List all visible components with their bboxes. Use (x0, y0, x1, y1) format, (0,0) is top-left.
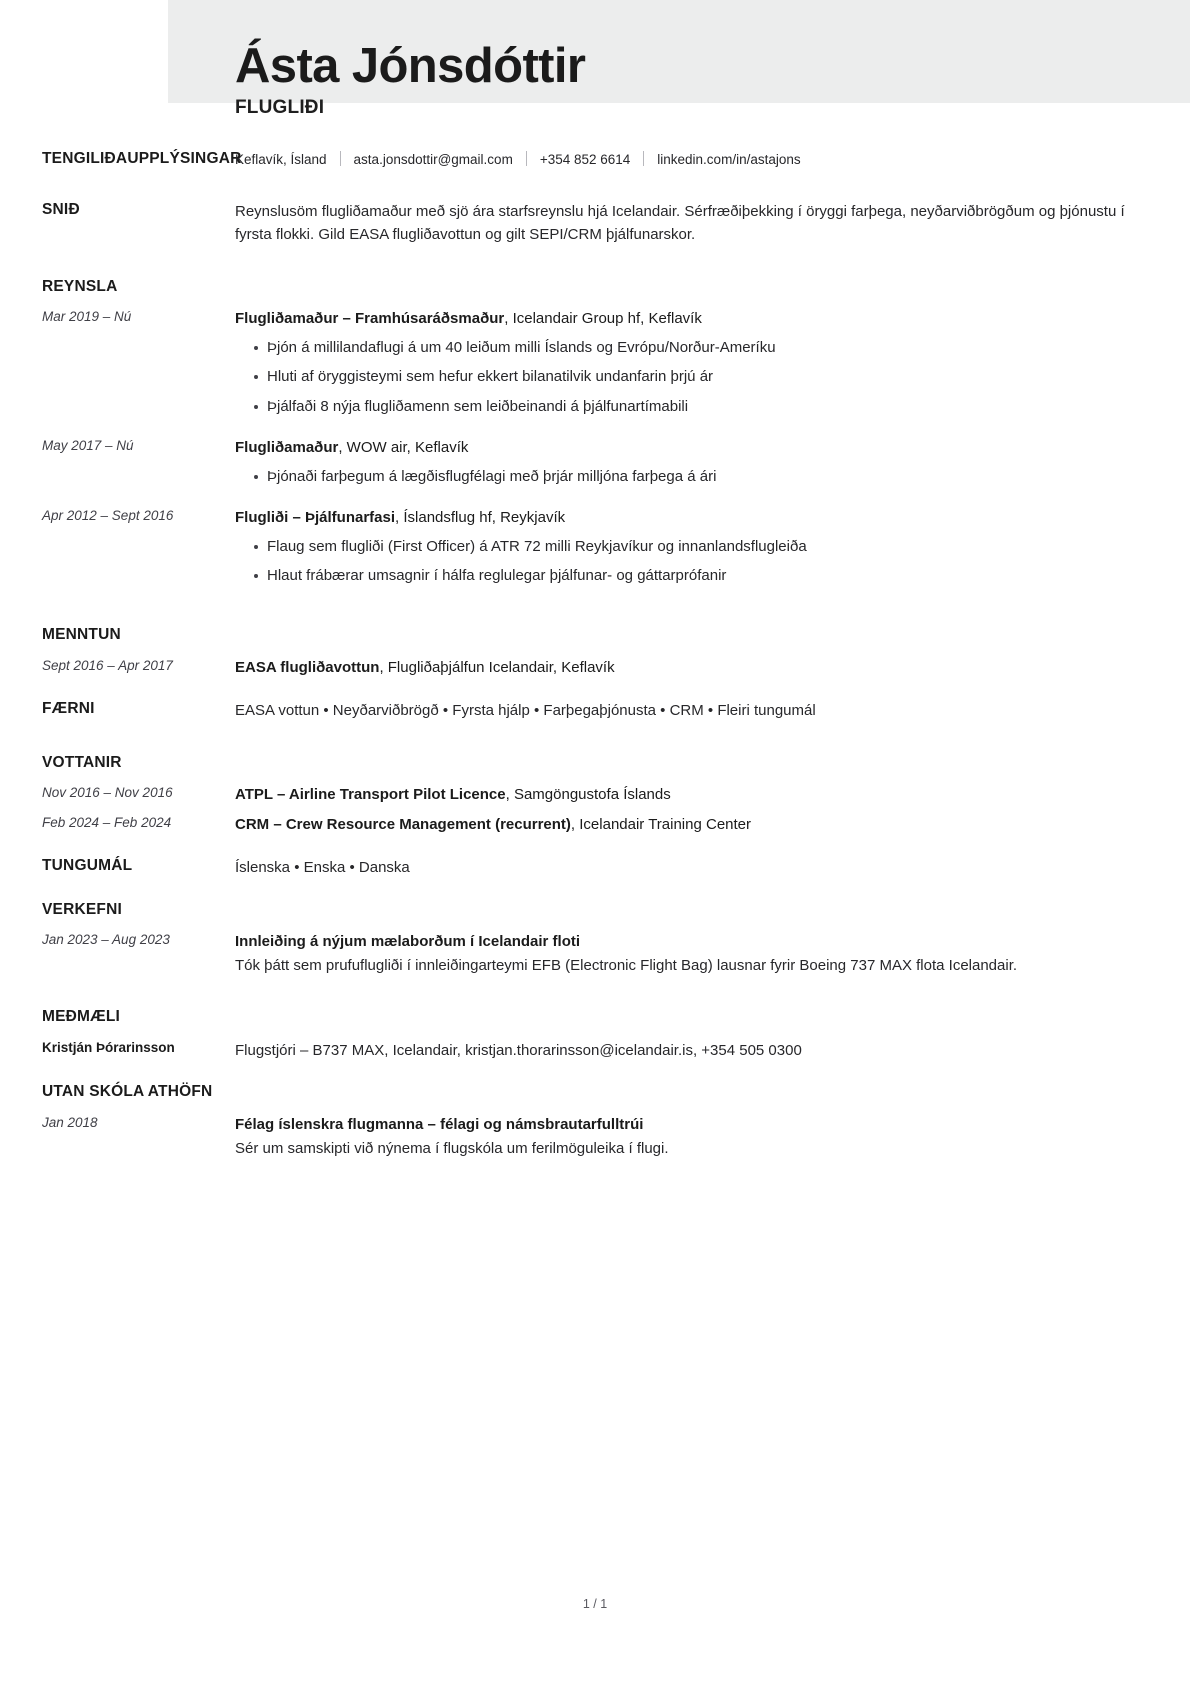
project-date: Jan 2023 – Aug 2023 (42, 932, 170, 948)
section-experience-label-col (42, 277, 235, 297)
spacer (42, 919, 1148, 931)
section-skills (42, 699, 1148, 722)
certificate-title-line (235, 784, 1148, 807)
experience-bullet-list (235, 337, 1148, 419)
list-item: Flaug sem flugliði (First Officer) á ATR 72 milli Reykjavíkur og innanlandsflugleiða (235, 536, 1148, 559)
resume-header (42, 0, 1148, 119)
section-extracurricular-label-col (42, 1082, 235, 1102)
certificate-entry (42, 814, 1148, 837)
certificate-date-col (42, 814, 235, 833)
education-date-col (42, 657, 235, 676)
summary-text: Reynslusöm flugliðamaður með sjö ára starfsreynslu hjá Icelandair. Sérfræðiþekking í öryggi farþega, neyðarviðbrögðum og þjónustu í fyrsta flokki. Gild EASA flugliðavottun og gilt SEPI/CRM þjálfunarskor. (235, 203, 1125, 244)
certificate-date-col (42, 784, 235, 803)
experience-date-col (42, 437, 235, 456)
section-certificates-heading (42, 753, 1148, 773)
education-degree: EASA flugliðavottun (235, 658, 380, 676)
candidate-job-title: FLUGLIÐI (235, 96, 325, 118)
education-institution: , Flugliðaþjálfun Icelandair, Keflavík (379, 658, 615, 676)
section-label-education: MENNTUN (42, 625, 121, 643)
experience-title-line (235, 507, 1148, 530)
section-languages-body (235, 856, 1148, 879)
extracurricular-entry (42, 1114, 1148, 1160)
certificate-issuer: , Icelandair Training Center (570, 815, 752, 833)
section-extracurricular-heading (42, 1082, 1148, 1102)
experience-entry (42, 308, 1148, 425)
candidate-name: Ásta Jónsdóttir (235, 39, 586, 93)
reference-entry-body (235, 1039, 1148, 1062)
section-contact-label-col (42, 149, 242, 169)
experience-bullet-list (235, 466, 1148, 489)
section-label-projects: VERKEFNI (42, 900, 122, 918)
page-indicator: 1 / 1 (582, 1597, 608, 1611)
section-skills-label-col (42, 699, 235, 719)
extracurricular-title: Félag íslenskra flugmanna – félagi og námsbrautarfulltrúi (235, 1116, 644, 1134)
certificate-date: Nov 2016 – Nov 2016 (42, 785, 173, 801)
project-date-col (42, 931, 235, 950)
spacer (42, 595, 1148, 625)
project-title: Innleiðing á nýjum mælaborðum í Icelandair floti (235, 933, 581, 951)
certificate-title: CRM – Crew Resource Management (recurrent) (235, 815, 571, 833)
experience-entry (42, 507, 1148, 595)
project-description: Tók þátt sem prufuflugliði í innleiðingarteymi EFB (Electronic Flight Bag) lausnar fyrir Boeing 737 MAX flota Icelandair. (235, 956, 1018, 974)
certificate-title: ATPL – Airline Transport Pilot Licence (235, 786, 506, 804)
certificate-issuer: , Samgöngustofa Íslands (505, 786, 671, 804)
page-footer (0, 1597, 1190, 1611)
list-item: Þjálfaði 8 nýja flugliðamenn sem leiðbeinandi á þjálfunartímabili (235, 396, 1148, 419)
skills-text: EASA vottun • Neyðarviðbrögð • Fyrsta hjálp • Farþegaþjónusta • CRM • Fleiri tungumál (235, 702, 816, 720)
section-certificates-label-col (42, 753, 235, 773)
section-contact-body (235, 149, 1148, 170)
section-education-heading (42, 625, 1148, 645)
spacer (42, 723, 1148, 753)
section-label-contact: TENGILIÐAUPPLÝSINGAR (42, 149, 242, 167)
section-summary-body (235, 200, 1148, 247)
spacer (42, 679, 1148, 699)
experience-company: , Icelandair Group hf, Keflavík (504, 310, 702, 328)
section-references-heading (42, 1007, 1148, 1027)
spacer (42, 645, 1148, 657)
section-skills-body (235, 699, 1148, 722)
experience-title-line (235, 308, 1148, 331)
contact-separator-icon (643, 151, 644, 166)
contact-email[interactable]: asta.jonsdottir@gmail.com (353, 151, 513, 167)
spacer (42, 1102, 1148, 1114)
spacer (42, 296, 1148, 308)
experience-entry-body (235, 507, 1148, 595)
list-item: Þjón á millilandaflugi á um 40 leiðum milli Íslands og Evrópu/Norður-Ameríku (235, 337, 1148, 360)
experience-role: Flugliði – Þjálfunarfasi (235, 509, 396, 527)
reference-name: Kristján Þórarinsson (42, 1040, 175, 1056)
section-label-extracurricular: UTAN SKÓLA ATHÖFN (42, 1083, 213, 1101)
extracurricular-date-col (42, 1114, 235, 1133)
certificate-entry (42, 784, 1148, 807)
spacer (42, 1027, 1148, 1039)
reference-name-col (42, 1039, 235, 1058)
project-entry (42, 931, 1148, 977)
experience-date-col (42, 507, 235, 526)
section-experience-heading (42, 277, 1148, 297)
spacer (42, 772, 1148, 784)
section-languages-label-col (42, 856, 235, 876)
spacer (42, 880, 1148, 900)
contact-phone[interactable]: +354 852 6614 (539, 151, 631, 167)
extracurricular-description: Sér um samskipti við nýnema í flugskóla um ferilmöguleika í flugi. (235, 1139, 669, 1157)
experience-date: Apr 2012 – Sept 2016 (42, 508, 174, 524)
contact-separator-icon (526, 151, 527, 166)
section-label-certificates: VOTTANIR (42, 753, 122, 771)
spacer (42, 247, 1148, 277)
section-education-label-col (42, 625, 235, 645)
languages-text: Íslenska • Enska • Danska (235, 859, 410, 877)
education-title-line (235, 657, 1148, 680)
spacer (42, 495, 1148, 507)
section-label-references: MEÐMÆLI (42, 1008, 121, 1026)
section-label-skills: FÆRNI (42, 700, 95, 718)
section-summary (42, 200, 1148, 247)
list-item: Þjónaði farþegum á lægðisflugfélagi með þrjár milljóna farþega á ári (235, 466, 1148, 489)
spacer (42, 170, 1148, 200)
experience-date: May 2017 – Nú (42, 438, 134, 454)
reference-details: Flugstjóri – B737 MAX, Icelandair, kristjan.thorarinsson@icelandair.is, +354 505 0300 (235, 1042, 802, 1060)
education-entry-body (235, 657, 1148, 680)
section-projects-label-col (42, 900, 235, 920)
section-references-label-col (42, 1007, 235, 1027)
spacer (42, 836, 1148, 856)
education-entry (42, 657, 1148, 680)
reference-entry (42, 1039, 1148, 1062)
certificate-date: Feb 2024 – Feb 2024 (42, 814, 172, 830)
contact-linkedin[interactable]: linkedin.com/in/astajons (657, 151, 801, 167)
section-projects-heading (42, 900, 1148, 920)
education-date: Sept 2016 – Apr 2017 (42, 657, 173, 673)
experience-date: Mar 2019 – Nú (42, 309, 132, 325)
list-item: Hlaut frábærar umsagnir í hálfa reglulegar þjálfunar- og gáttarprófanir (235, 565, 1148, 588)
contact-location: Keflavík, Ísland (235, 151, 327, 167)
section-contact (42, 149, 1148, 170)
project-entry-body (235, 931, 1148, 977)
section-label-summary: SNIÐ (42, 201, 80, 219)
extracurricular-title-line (235, 1114, 1148, 1137)
certificate-entry-body (235, 784, 1148, 807)
list-item: Hluti af öryggisteymi sem hefur ekkert bilanatilvik undanfarin þrjú ár (235, 366, 1148, 389)
spacer (42, 425, 1148, 437)
contact-separator-icon (340, 151, 341, 166)
experience-bullet-list (235, 536, 1148, 588)
section-summary-label-col (42, 200, 235, 220)
experience-role: Flugliðamaður (235, 439, 339, 457)
experience-company: , WOW air, Keflavík (338, 439, 469, 457)
experience-entry-body (235, 308, 1148, 425)
contact-line (235, 149, 1148, 170)
experience-company: , Íslandsflug hf, Reykjavík (395, 509, 566, 527)
section-languages (42, 856, 1148, 879)
extracurricular-entry-body (235, 1114, 1148, 1160)
experience-entry (42, 437, 1148, 495)
experience-title-line (235, 437, 1148, 460)
experience-role: Flugliðamaður – Framhúsaráðsmaður (235, 310, 505, 328)
section-label-experience: REYNSLA (42, 277, 118, 295)
certificate-entry-body (235, 814, 1148, 837)
spacer (42, 977, 1148, 1007)
section-label-languages: TUNGUMÁL (42, 857, 133, 875)
spacer (42, 1062, 1148, 1082)
spacer (42, 807, 1148, 814)
experience-entry-body (235, 437, 1148, 495)
certificate-title-line (235, 814, 1148, 837)
project-title-line (235, 931, 1148, 954)
spacer (42, 119, 1148, 149)
extracurricular-date: Jan 2018 (42, 1115, 98, 1131)
experience-date-col (42, 308, 235, 327)
